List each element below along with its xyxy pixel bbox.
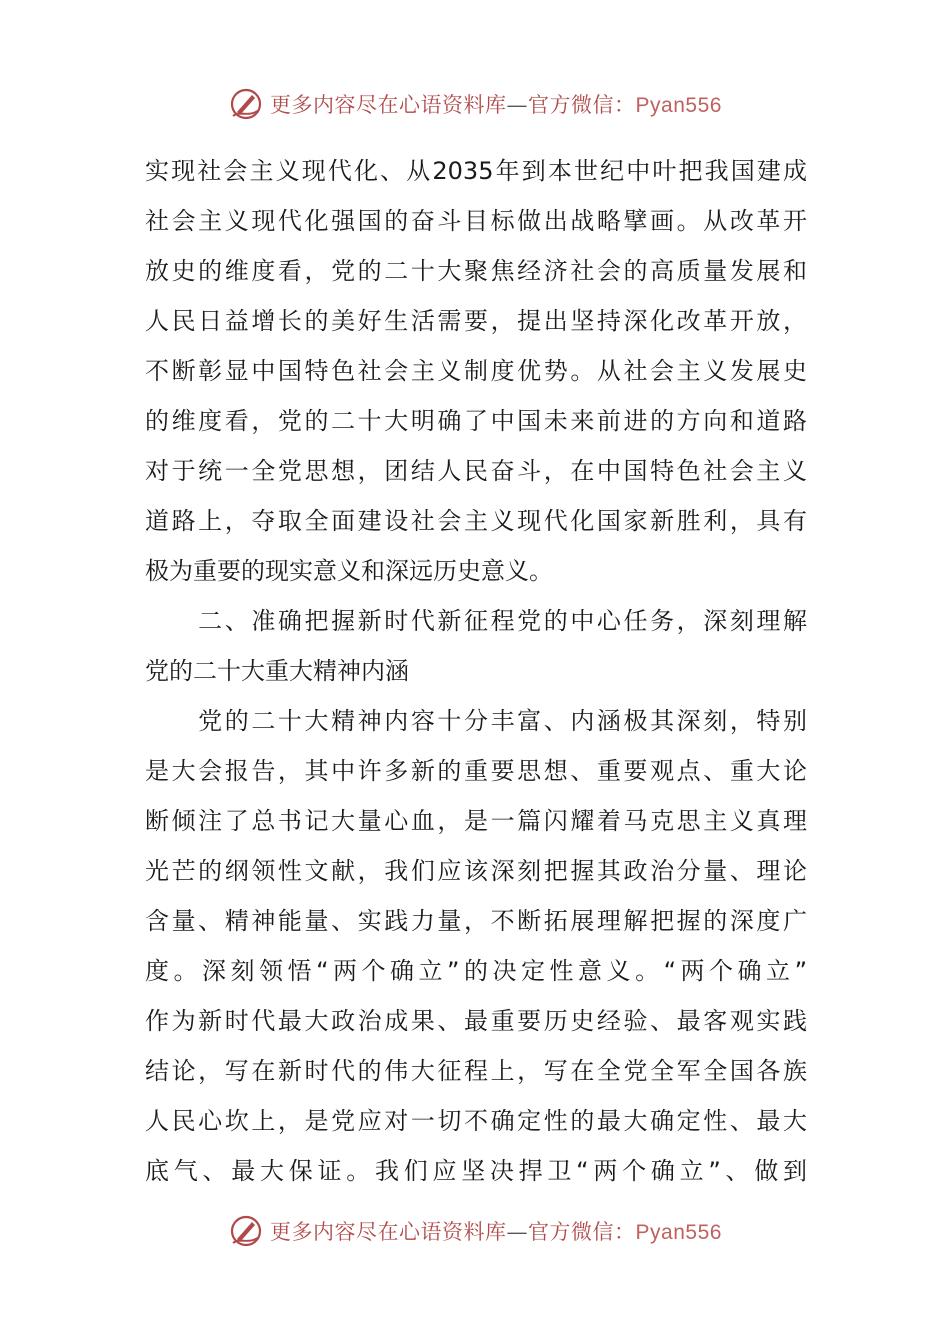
header-watermark (0, 84, 950, 124)
pen-scroll-logo-icon (228, 1213, 264, 1249)
document-body (145, 146, 807, 1196)
text-line: 道路上，夺取全面建设社会主义现代化国家新胜利，具有 (145, 507, 807, 535)
text-line: 人民日益增长的美好生活需要，提出坚持深化改革开放， (145, 307, 807, 335)
text-line: 党的二十大精神内容十分丰富、内涵极其深刻，特别 (145, 707, 807, 735)
watermark-text (270, 89, 722, 119)
footer-watermark (0, 1211, 950, 1251)
text-line: 底气、最大保证。我们应坚决捍卫“两个确立”、做到 (145, 1157, 807, 1185)
text-line: 极为重要的现实意义和深远历史意义。 (145, 557, 553, 585)
watermark-id: Pyan556 (635, 94, 722, 117)
watermark-official: 官方微信： (528, 1220, 636, 1244)
text-line: 作为新时代最大政治成果、最重要历史经验、最客观实践 (145, 1007, 807, 1035)
text-line: 含量、精神能量、实践力量，不断拓展理解把握的深度广 (145, 907, 807, 935)
text-line: 度。深刻领悟“两个确立”的决定性意义。“两个确立” (145, 957, 807, 985)
watermark-main: 更多内容尽在心语资料库 (270, 93, 507, 117)
text-line: 结论，写在新时代的伟大征程上，写在全党全军全国各族 (145, 1057, 807, 1085)
text-line: 社会主义现代化强国的奋斗目标做出战略擘画。从改革开 (145, 207, 807, 235)
watermark-id: Pyan556 (635, 1221, 722, 1244)
text-line: 断倾注了总书记大量心血，是一篇闪耀着马克思主义真理 (145, 807, 807, 835)
text-line: 二、准确把握新时代新征程党的中心任务，深刻理解 (145, 607, 807, 635)
text-line: 放史的维度看，党的二十大聚焦经济社会的高质量发展和 (145, 257, 807, 285)
watermark-main: 更多内容尽在心语资料库 (270, 1220, 507, 1244)
text-line: 人民心坎上，是党应对一切不确定性的最大确定性、最大 (145, 1107, 807, 1135)
text-line: 是大会报告，其中许多新的重要思想、重要观点、重大论 (145, 757, 807, 785)
text-line: 实现社会主义现代化、从2035年到本世纪中叶把我国建成 (145, 157, 807, 185)
text-line: 对于统一全党思想，团结人民奋斗，在中国特色社会主义 (145, 457, 807, 485)
pen-scroll-logo-icon (228, 86, 264, 122)
text-line: 党的二十大重大精神内涵 (145, 657, 409, 685)
text-line: 的维度看，党的二十大明确了中国未来前进的方向和道路 (145, 407, 807, 435)
text-line: 光芒的纲领性文献，我们应该深刻把握其政治分量、理论 (145, 857, 807, 885)
watermark-dash: — (506, 93, 529, 117)
text-line: 不断彰显中国特色社会主义制度优势。从社会主义发展史 (145, 357, 807, 385)
watermark-dash: — (506, 1220, 529, 1244)
watermark-text (270, 1216, 722, 1246)
watermark-official: 官方微信： (528, 93, 636, 117)
